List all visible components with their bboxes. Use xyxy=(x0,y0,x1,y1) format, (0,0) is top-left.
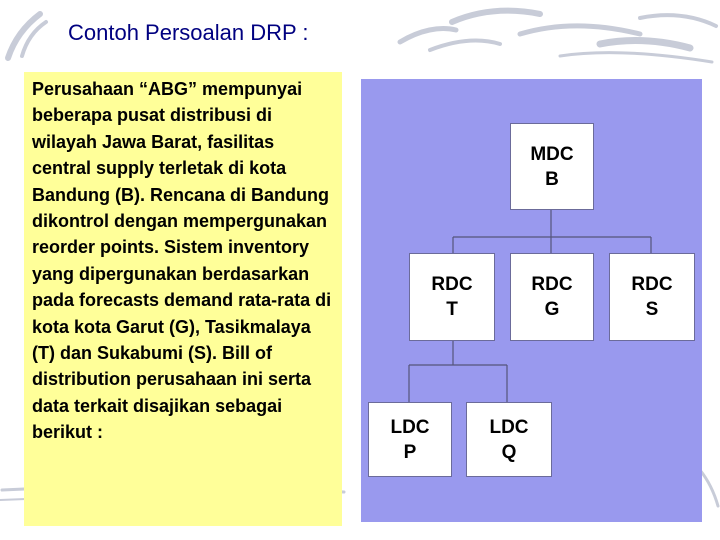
problem-description-text: Perusahaan “ABG” mempunyai beberapa pusat distribusi di wilayah Jawa Barat, fasilitas central supply terletak di kota Bandung (B). Rencana di Bandung dikontrol dengan mempergunakan reorder points. Sistem inventory yang dipergunakan berdasarkan pada forecasts demand rata-rata di kota kota Garut (G), Tasikmalaya (T) dan Sukabumi (S). Bill of distribution perusahaan ini serta data terkait disajikan sebagai berikut : xyxy=(32,79,332,443)
node-site: S xyxy=(645,299,659,320)
node-site: B xyxy=(545,168,559,190)
node-code: MDC xyxy=(530,143,574,165)
node-code: LDC xyxy=(489,416,529,438)
swoosh-stroke xyxy=(520,26,640,34)
node-site: Q xyxy=(501,441,517,463)
node-site: G xyxy=(544,299,560,320)
swoosh-stroke xyxy=(22,22,46,56)
node-ldc-p xyxy=(368,402,452,477)
swoosh-stroke xyxy=(700,470,718,506)
distribution-network-diagram xyxy=(361,79,702,522)
swoosh-stroke xyxy=(452,11,540,22)
node-code: RDC xyxy=(431,274,473,295)
problem-description-box xyxy=(24,72,342,526)
node-code: RDC xyxy=(531,274,573,295)
swoosh-stroke xyxy=(640,15,716,26)
slide-title: Contoh Persoalan DRP : xyxy=(68,20,309,45)
node-rdc-g xyxy=(510,253,594,341)
node-rdc-s xyxy=(609,253,695,341)
swoosh-stroke xyxy=(400,29,456,43)
node-ldc-q xyxy=(466,402,552,477)
swoosh-stroke xyxy=(430,41,500,50)
swoosh-stroke xyxy=(8,14,40,58)
node-rdc-t xyxy=(409,253,495,341)
node-code: LDC xyxy=(390,416,430,438)
node-site: T xyxy=(446,299,458,320)
swoosh-stroke xyxy=(560,53,712,62)
node-site: P xyxy=(403,441,417,463)
swoosh-stroke xyxy=(600,41,690,48)
node-mdc-b xyxy=(510,123,594,210)
node-code: RDC xyxy=(631,274,673,295)
